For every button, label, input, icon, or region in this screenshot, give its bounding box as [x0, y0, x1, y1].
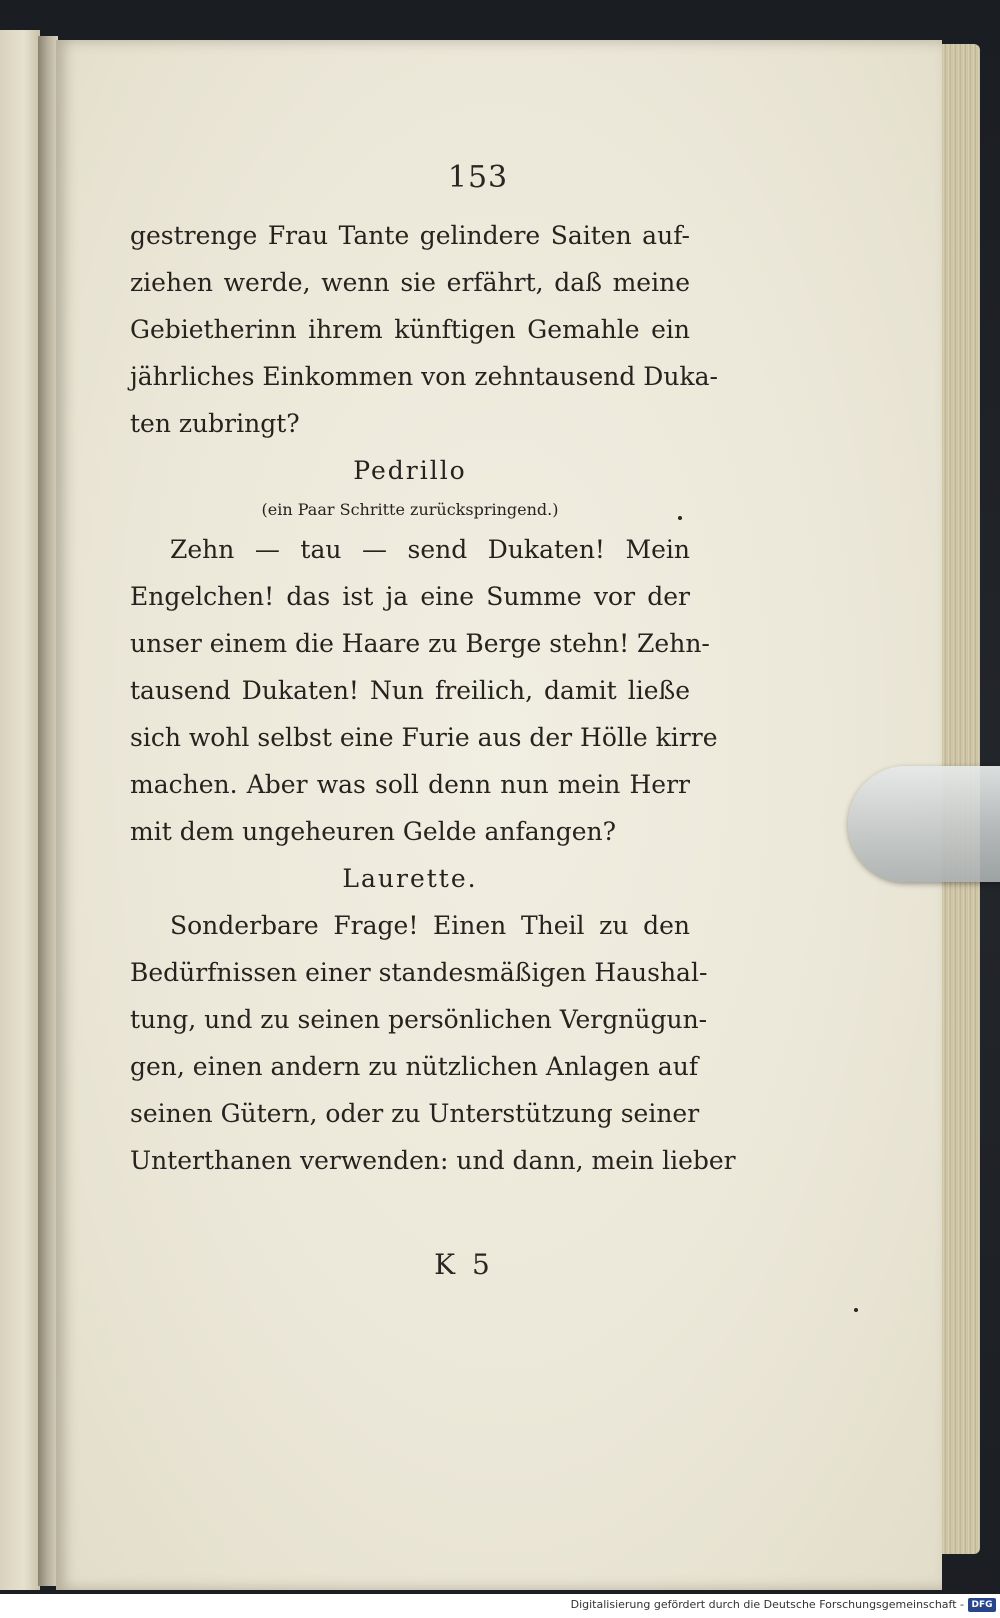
speaker-name: Pedrillo — [353, 456, 467, 485]
text-line: unser einem die Haare zu Berge stehn! Zehn- — [130, 629, 710, 658]
text-line: tung, und zu seinen persönlichen Vergnügun- — [130, 1005, 708, 1034]
digitization-credit: Digitalisierung gefördert durch die Deutsche Forschungsgemeinschaft - — [570, 1598, 964, 1611]
text-line: gen, einen andern zu nützlichen Anlagen auf — [130, 1052, 699, 1081]
text-line: Sonderbare Frage! Einen Theil zu den — [170, 911, 690, 940]
page-number: 153 — [447, 160, 509, 195]
book-gutter — [38, 36, 58, 1586]
dfg-logo: DFG — [968, 1598, 996, 1612]
book-page — [56, 40, 942, 1590]
scanner-glass-holder — [848, 766, 1000, 882]
text-line: jährliches Einkommen von zehntausend Duka- — [130, 362, 718, 391]
text-line: machen. Aber was soll denn nun mein Herr — [130, 770, 690, 799]
text-line: sich wohl selbst eine Furie aus der Hölle kirre — [130, 723, 718, 752]
text-line: tausend Dukaten! Nun freilich, damit ließe — [130, 676, 690, 705]
stage-direction: (ein Paar Schritte zurückspringend.) — [261, 500, 559, 519]
signature-mark: K 5 — [434, 1248, 494, 1281]
speck — [854, 1308, 858, 1312]
text-line: ziehen werde, wenn sie erfährt, daß meine — [130, 268, 690, 297]
text-line: mit dem ungeheuren Gelde anfangen? — [130, 817, 617, 846]
speaker-name: Laurette. — [342, 864, 478, 893]
speck — [678, 516, 682, 520]
text-line: seinen Gütern, oder zu Unterstützung seiner — [130, 1099, 700, 1128]
text-line: Unterthanen verwenden: und dann, mein lieber — [130, 1146, 736, 1175]
text-line: ten zubringt? — [130, 409, 300, 438]
text-line: Bedürfnissen einer standesmäßigen Haushal- — [130, 958, 708, 987]
text-line: gestrenge Frau Tante gelindere Saiten auf- — [130, 221, 690, 250]
text-line: Zehn — tau — send Dukaten! Mein — [170, 535, 690, 564]
text-line: Gebietherinn ihrem künftigen Gemahle ein — [130, 315, 690, 344]
text-line: Engelchen! das ist ja eine Summe vor der — [130, 582, 690, 611]
facing-page-edge — [0, 30, 40, 1590]
text-block — [130, 212, 736, 1184]
